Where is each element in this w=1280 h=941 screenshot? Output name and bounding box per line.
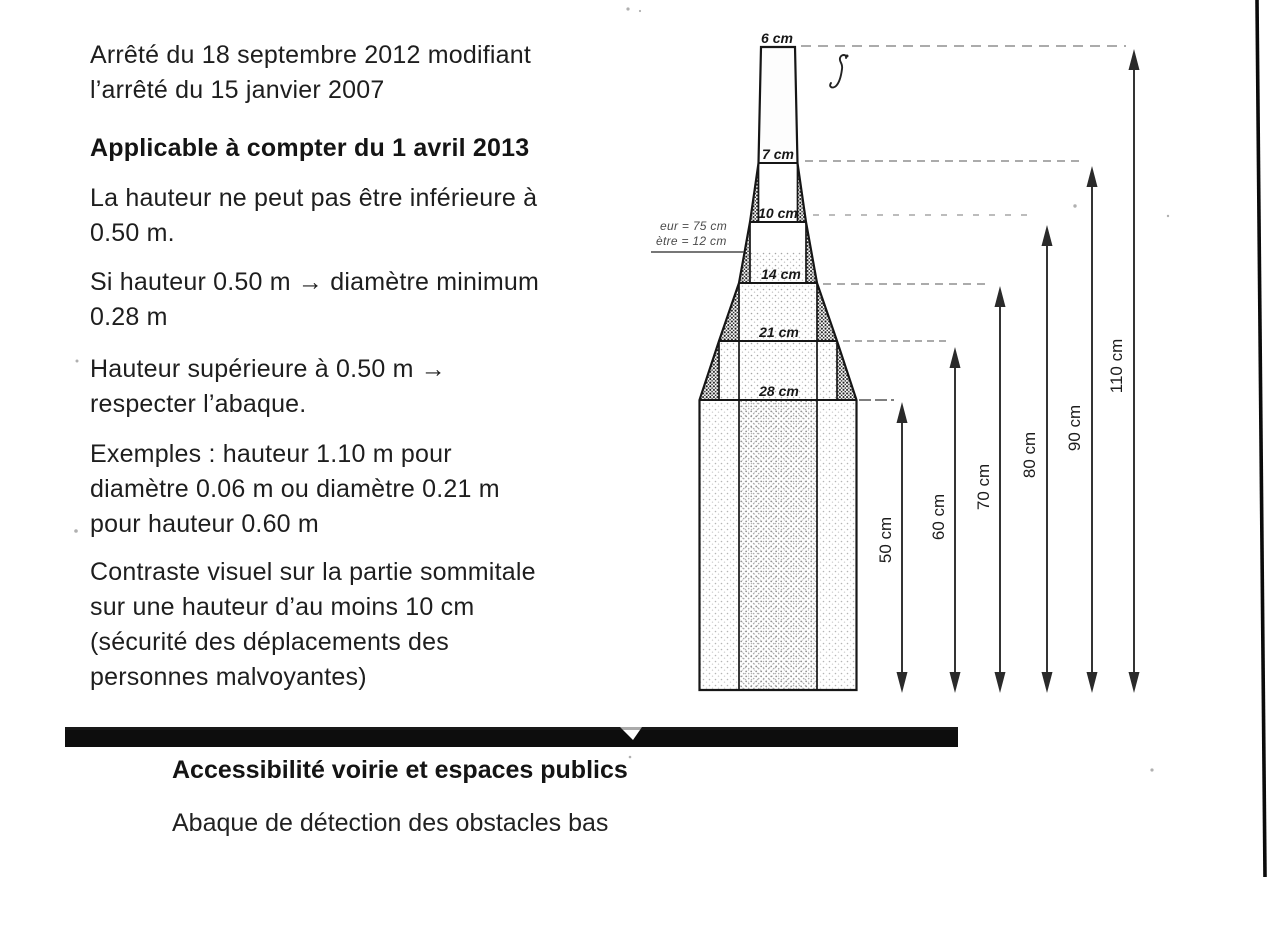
text-line: respecter l’abaque. bbox=[90, 390, 307, 418]
scan-speck bbox=[1150, 768, 1153, 771]
paragraph-applicable bbox=[90, 131, 529, 166]
arrow-90cm bbox=[1065, 166, 1098, 693]
scan-speck bbox=[626, 7, 629, 10]
bollard-body-fills bbox=[700, 47, 857, 690]
arrow-60cm bbox=[929, 347, 961, 693]
width-label-28cm: 28 cm bbox=[759, 383, 799, 399]
arrow-label: 50 cm bbox=[876, 516, 895, 564]
width-label-21cm: 21 cm bbox=[759, 324, 799, 340]
scan-speck bbox=[1073, 204, 1076, 207]
scan-speck bbox=[74, 529, 78, 533]
annotation bbox=[651, 219, 744, 252]
arrow-label: 90 cm bbox=[1065, 404, 1084, 452]
text-line: 0.28 m bbox=[90, 303, 168, 331]
paragraph-contraste bbox=[90, 555, 536, 695]
annotation-line2: ètre = 12 cm bbox=[656, 234, 727, 248]
text-line: Si hauteur 0.50 m → diamètre minimum bbox=[90, 268, 540, 296]
width-label-6cm: 6 cm bbox=[761, 30, 793, 46]
arrow-label: 70 cm bbox=[974, 463, 993, 511]
paragraph-exemples bbox=[90, 437, 500, 542]
text-line: Exemples : hauteur 1.10 m pour bbox=[90, 440, 452, 468]
text-line: diamètre 0.06 m ou diamètre 0.21 m bbox=[90, 475, 500, 503]
handwritten-mark bbox=[830, 55, 848, 88]
text-line: Applicable à compter du 1 avril 2013 bbox=[90, 134, 530, 162]
text-line: pour hauteur 0.60 m bbox=[90, 510, 319, 538]
arrow-70cm bbox=[974, 286, 1006, 693]
paragraph-arrete bbox=[90, 38, 531, 108]
paragraph-hauteur-min bbox=[90, 181, 537, 251]
arrow-50cm bbox=[876, 402, 908, 693]
arrow-80cm bbox=[1020, 225, 1053, 693]
scan-speck bbox=[76, 360, 79, 363]
text-line: La hauteur ne peut pas être inférieure à bbox=[90, 184, 538, 212]
width-label-7cm: 7 cm bbox=[762, 146, 794, 162]
arrow-label: 60 cm bbox=[929, 493, 948, 541]
scan-speck bbox=[629, 756, 632, 759]
dashed-leader-lines bbox=[801, 46, 1126, 400]
arrow-label: 80 cm bbox=[1020, 431, 1039, 479]
text-line: Contraste visuel sur la partie sommitale bbox=[90, 558, 536, 586]
divider-bar bbox=[65, 727, 958, 747]
scan-speck bbox=[1167, 215, 1169, 217]
text-line: Arrêté du 18 septembre 2012 modifiant bbox=[90, 41, 531, 69]
paragraph-hauteur-sup bbox=[90, 352, 446, 422]
arrow-110cm bbox=[1107, 49, 1140, 693]
text-line: 0.50 m. bbox=[90, 219, 175, 247]
annotation-line1: eur = 75 cm bbox=[660, 219, 727, 233]
dimension-arrows bbox=[876, 49, 1140, 693]
text-line: sur une hauteur d’au moins 10 cm bbox=[90, 593, 475, 621]
footer-title: Accessibilité voirie et espaces publics bbox=[172, 756, 628, 784]
text-line: Hauteur supérieure à 0.50 m → bbox=[90, 355, 446, 383]
text-line: l’arrêté du 15 janvier 2007 bbox=[90, 76, 385, 104]
width-label-14cm: 14 cm bbox=[761, 266, 801, 282]
arrow-label: 110 cm bbox=[1107, 338, 1126, 394]
width-label-10cm: 10 cm bbox=[758, 205, 798, 221]
text-line: (sécurité des déplacements des bbox=[90, 628, 449, 656]
page-edge-line bbox=[1257, 0, 1265, 877]
paragraph-si-hauteur bbox=[90, 265, 539, 335]
footer-subtitle: Abaque de détection des obstacles bas bbox=[172, 809, 609, 837]
text-line: personnes malvoyantes) bbox=[90, 663, 367, 691]
scan-speck bbox=[639, 10, 641, 12]
